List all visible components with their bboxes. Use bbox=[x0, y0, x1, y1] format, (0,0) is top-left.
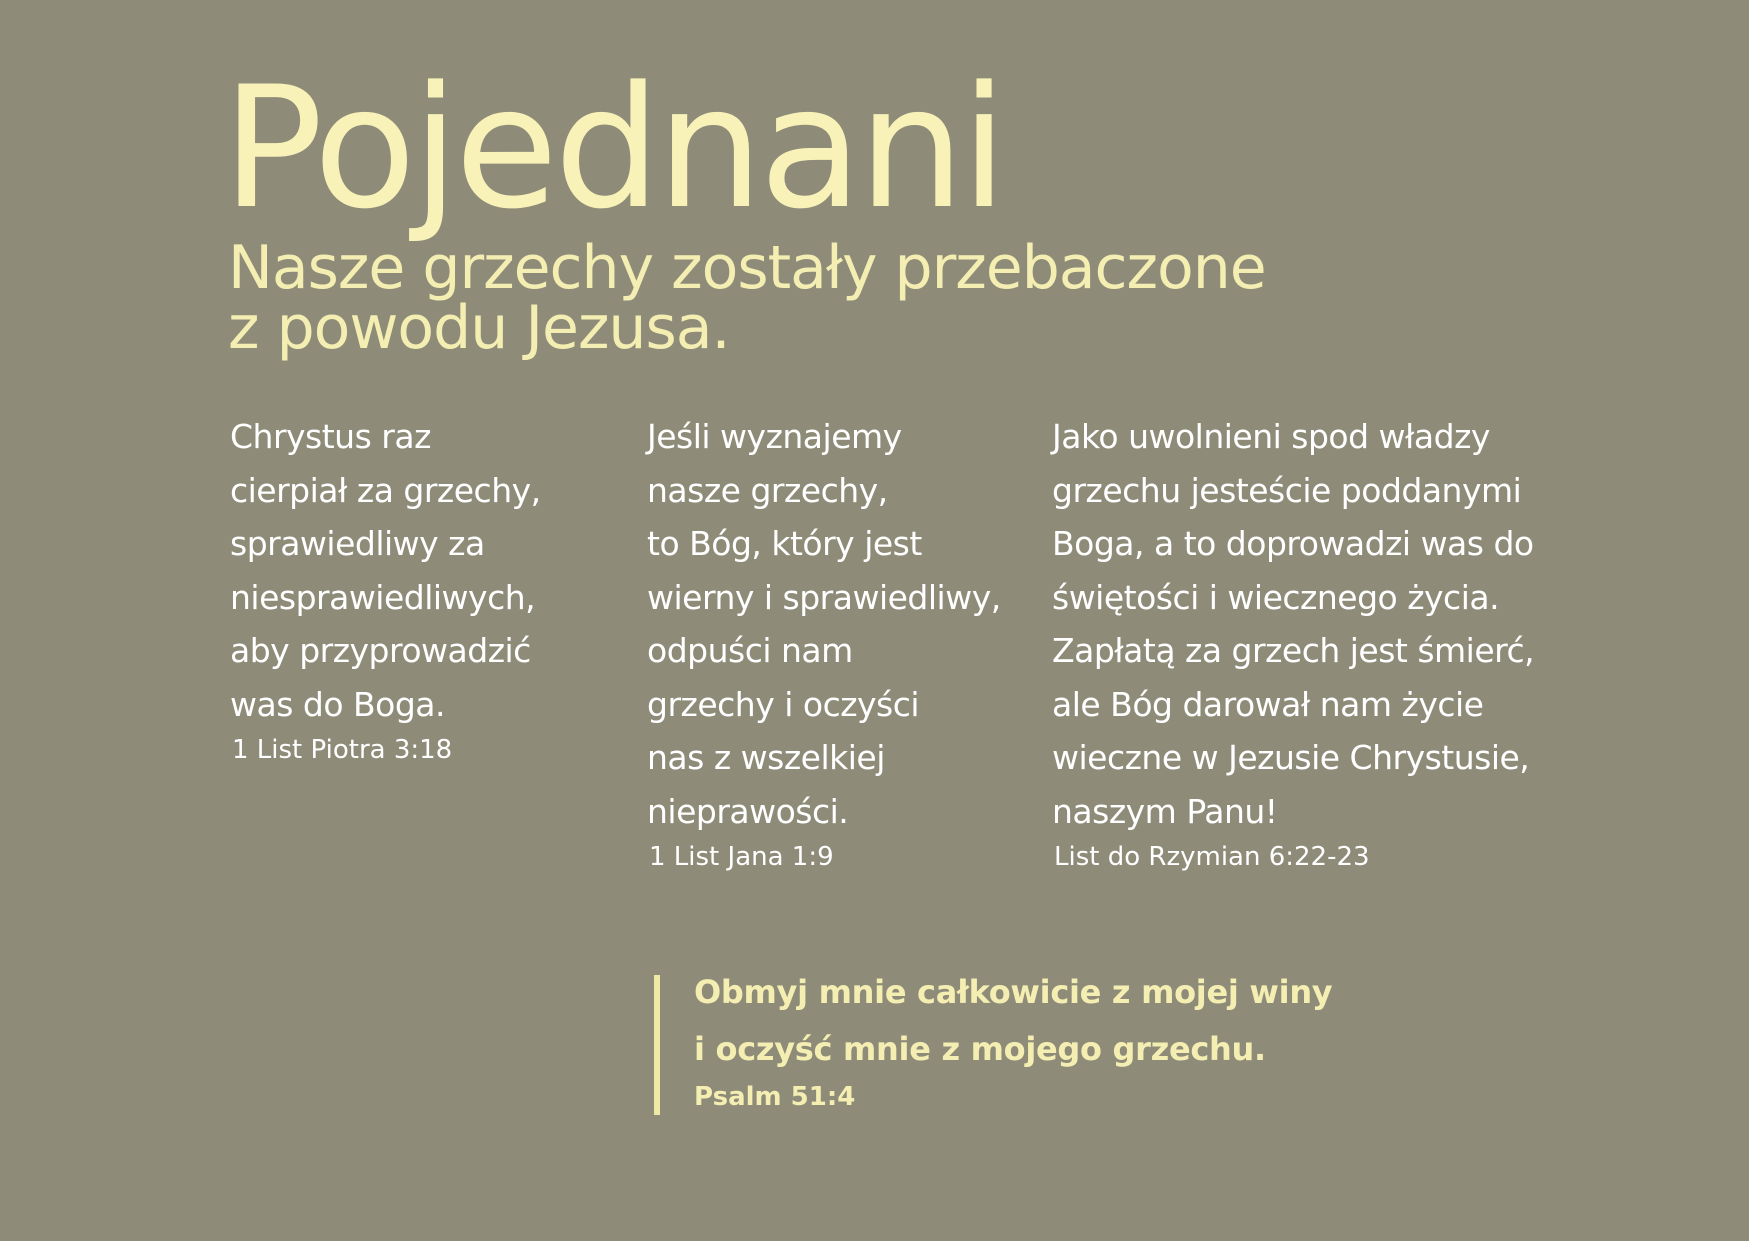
verse-line: Zapłatą za grzech jest śmierć, bbox=[1052, 631, 1535, 670]
verse-text bbox=[230, 410, 541, 731]
verse-line: wieczne w Jezusie Chrystusie, bbox=[1052, 738, 1530, 777]
highlighted-quote bbox=[694, 964, 1332, 1112]
verse-line: nieprawości. bbox=[647, 791, 849, 831]
page-subtitle bbox=[228, 233, 1266, 363]
quote-divider bbox=[654, 975, 660, 1115]
verse-line: nas z wszelkiej bbox=[647, 738, 885, 777]
verse-line: naszym Panu! bbox=[1052, 791, 1278, 831]
quote-line: i oczyść mnie z mojego grzechu. bbox=[694, 1030, 1266, 1068]
verse-line: cierpiał za grzechy, bbox=[230, 470, 541, 510]
subtitle-line: Nasze grzechy zostały przebaczone bbox=[228, 233, 1266, 303]
verse-text bbox=[647, 410, 1001, 838]
verse-reference: List do Rzymian 6:22-23 bbox=[1054, 842, 1370, 872]
page-title: Pojednani bbox=[222, 50, 1004, 246]
verse-line: aby przyprowadzić bbox=[230, 631, 531, 670]
verse-line: Chrystus raz bbox=[230, 417, 431, 456]
verse-column-1 bbox=[230, 410, 541, 765]
verse-reference: 1 List Jana 1:9 bbox=[649, 842, 834, 872]
verse-line: Jako uwolnieni spod władzy bbox=[1052, 417, 1490, 456]
quote-reference: Psalm 51:4 bbox=[694, 1082, 856, 1112]
verse-line: wierny i sprawiedliwy, bbox=[647, 577, 1001, 617]
verse-column-2 bbox=[647, 410, 1001, 872]
verse-line: nasze grzechy, bbox=[647, 470, 888, 510]
verse-line: to Bóg, który jest bbox=[647, 524, 922, 563]
verse-line: sprawiedliwy za bbox=[230, 524, 485, 563]
verse-line: grzechy i oczyści bbox=[647, 684, 920, 724]
verse-line: odpuści nam bbox=[647, 631, 853, 670]
verse-text bbox=[1052, 410, 1534, 838]
subtitle-line: z powodu Jezusa. bbox=[228, 293, 730, 363]
verse-line: świętości i wiecznego życia. bbox=[1052, 577, 1500, 617]
verse-column-3 bbox=[1052, 410, 1534, 872]
verse-reference: 1 List Piotra 3:18 bbox=[232, 735, 453, 765]
verse-line: Boga, a to doprowadzi was do bbox=[1052, 524, 1534, 563]
verse-line: ale Bóg darował nam życie bbox=[1052, 684, 1484, 724]
verse-line: was do Boga. bbox=[230, 684, 446, 724]
quote-text bbox=[694, 964, 1332, 1078]
verse-line: grzechu jesteście poddanymi bbox=[1052, 470, 1522, 510]
verse-line: Jeśli wyznajemy bbox=[647, 417, 902, 456]
quote-line: Obmyj mnie całkowicie z mojej winy bbox=[694, 973, 1333, 1011]
verse-line: niesprawiedliwych, bbox=[230, 577, 536, 617]
